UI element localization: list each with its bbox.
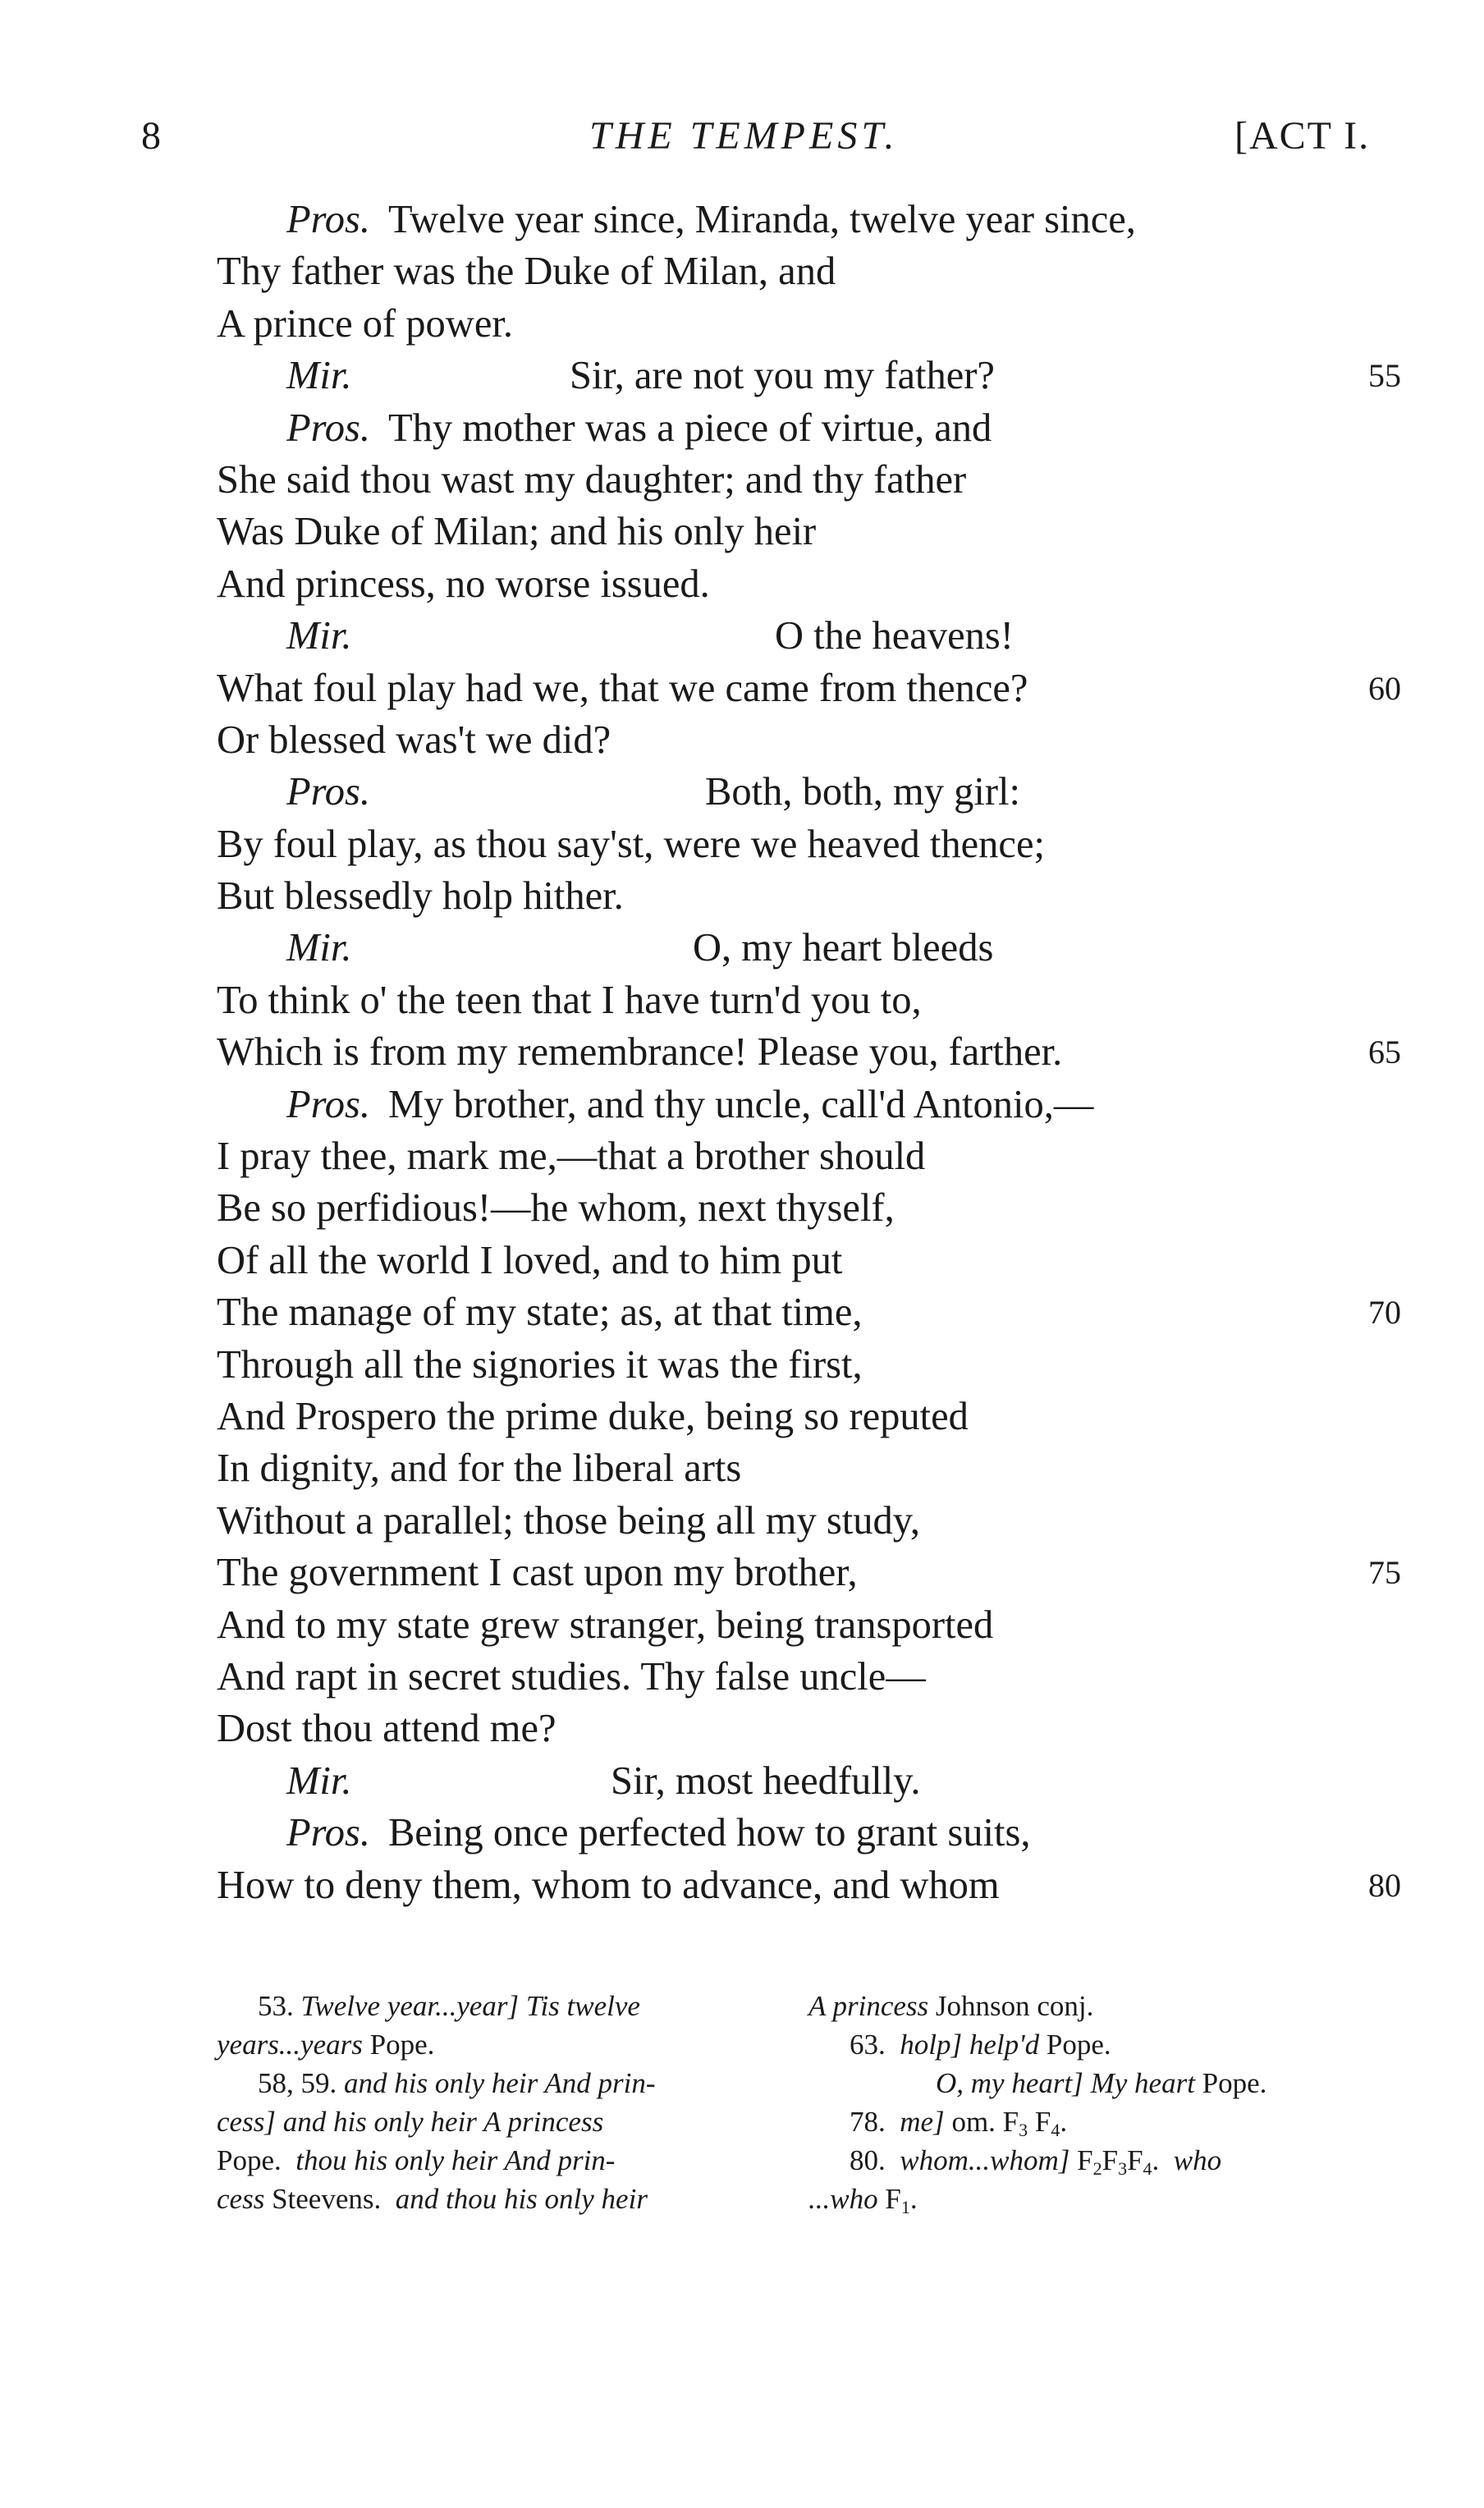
verse-line <box>0 1235 1484 1286</box>
speaker-name: Mir. <box>286 926 352 970</box>
footnote-lemma: holp] <box>900 2029 963 2061</box>
line-number: 75 <box>1368 1554 1401 1592</box>
footnote-reading: and his only heir A princess <box>282 2106 604 2138</box>
verse-line <box>0 663 1484 714</box>
line-number: 70 <box>1368 1294 1401 1332</box>
footnote-reading: A princess <box>808 1990 929 2022</box>
line-text: The government I cast upon my brother, <box>217 1551 858 1595</box>
speaker-name: Pros. <box>286 406 370 450</box>
speaker-name: Pros. <box>286 770 370 814</box>
verse-line <box>0 1651 1484 1703</box>
line-text: And rapt in secret studies. Thy false uncle— <box>217 1654 926 1699</box>
footnote-lemma: cess] <box>217 2106 276 2138</box>
line-text: Through all the signories it was the first, <box>217 1342 863 1387</box>
footnote-source: F <box>1077 2144 1093 2176</box>
footnote-lemma: and his only heir And prin- <box>344 2067 656 2099</box>
footnote-punct: . <box>909 2183 918 2215</box>
footnote-line <box>217 2064 775 2102</box>
speaker-name: Pros. <box>286 198 370 241</box>
line-text: To think o' the teen that I have turn'd you to, <box>217 978 922 1022</box>
verse-line <box>0 922 1484 974</box>
verse-line <box>0 1130 1484 1182</box>
line-text: Twelve year since, Miranda, twelve year since, <box>387 198 1136 241</box>
verse-line <box>0 1026 1484 1078</box>
verse-line <box>0 610 1484 662</box>
verse-line <box>0 245 1484 297</box>
line-number: 65 <box>1368 1034 1401 1071</box>
footnote-source: F <box>1028 2106 1051 2138</box>
speaker-name: Pros. <box>286 1082 370 1126</box>
line-text: Thy father was the Duke of Milan, and <box>217 250 836 294</box>
line-text: And princess, no worse issued. <box>217 562 710 606</box>
verse-line <box>0 454 1484 506</box>
footnote-line <box>217 2141 775 2180</box>
footnote-lemma: ...who <box>808 2183 878 2215</box>
line-text: By foul play, as thou say'st, were we heaved thence; <box>217 822 1045 866</box>
footnote-lemma: Twelve year...year] <box>300 1990 520 2022</box>
footnote-source: Johnson conj. <box>935 1990 1094 2022</box>
line-text: Without a parallel; those being all my study, <box>217 1498 920 1543</box>
footnotes-left-column <box>217 1987 775 2218</box>
line-text: My brother, and thy uncle, call'd Antonio,— <box>387 1082 1094 1126</box>
footnote-line <box>217 1987 775 2025</box>
line-text: Being once perfected how to grant suits, <box>387 1811 1031 1855</box>
verse-line <box>0 870 1484 922</box>
verse-line <box>0 1286 1484 1338</box>
footnote-source: F <box>1102 2144 1119 2176</box>
speaker-name: Mir. <box>286 1758 352 1803</box>
verse-line <box>0 1547 1484 1598</box>
footnote-source: Pope. <box>1202 2067 1267 2099</box>
line-text: How to deny them, whom to advance, and whom <box>217 1863 1000 1907</box>
line-text: Sir, are not you my father? <box>570 354 995 398</box>
footnote-number: 53. <box>258 1990 294 2022</box>
footnote-source: Pope. <box>1046 2029 1111 2061</box>
line-text: O, my heart bleeds <box>693 926 994 970</box>
footnote-punct: . <box>1060 2106 1068 2138</box>
line-text: And Prospero the prime duke, being so reputed <box>217 1394 969 1438</box>
folio-subscript: 4 <box>1051 2120 1060 2140</box>
footnote-source: Pope. <box>217 2144 282 2176</box>
verse-line <box>0 1859 1484 1911</box>
footnote-punct: . <box>1152 2144 1160 2176</box>
line-text: And to my state grew stranger, being transported <box>217 1602 994 1647</box>
folio-subscript: 2 <box>1092 2158 1102 2179</box>
line-text: I pray thee, mark me,—that a brother should <box>217 1135 926 1179</box>
footnote-lemma: cess <box>217 2183 265 2215</box>
verse-line <box>0 1703 1484 1754</box>
line-text: O the heavens! <box>775 614 1014 658</box>
footnote-lemma: whom...whom] <box>900 2144 1070 2176</box>
speaker-name: Mir. <box>286 354 352 398</box>
verse-line <box>0 194 1484 245</box>
footnote-line <box>808 2180 1399 2218</box>
footnote-line <box>808 1987 1399 2025</box>
footnote-reading: years...years <box>217 2029 363 2061</box>
line-text: She said thou wast my daughter; and thy father <box>217 457 967 502</box>
verse-line <box>0 818 1484 870</box>
line-text: Sir, most heedfully. <box>611 1758 921 1803</box>
verse-line <box>0 1391 1484 1442</box>
footnote-line <box>217 2102 775 2141</box>
footnote-line <box>808 2064 1399 2102</box>
verse-line <box>0 714 1484 766</box>
footnote-reading: My heart <box>1090 2067 1195 2099</box>
verse-line <box>0 350 1484 401</box>
footnote-number: 63. <box>850 2029 886 2061</box>
line-text: The manage of my state; as, at that time, <box>217 1291 863 1335</box>
footnote-source: F <box>1127 2144 1143 2176</box>
running-header <box>0 113 1484 171</box>
line-text: What foul play had we, that we came from thence? <box>217 666 1028 710</box>
verse-line <box>0 506 1484 557</box>
footnote-number: 78. <box>850 2106 886 2138</box>
footnote-reading: and thou his only heir <box>395 2183 648 2215</box>
verse-line <box>0 1079 1484 1130</box>
line-text: In dignity, and for the liberal arts <box>217 1447 742 1491</box>
line-text: Thy mother was a piece of virtue, and <box>387 406 992 450</box>
footnote-lemma: O, my heart] <box>936 2067 1083 2099</box>
footnote-source: F <box>885 2183 901 2215</box>
line-number: 55 <box>1368 357 1401 395</box>
footnotes-right-column <box>808 1987 1399 2218</box>
verse-line <box>0 558 1484 610</box>
line-number: 60 <box>1368 669 1401 707</box>
line-text: Dost thou attend me? <box>217 1707 556 1751</box>
footnote-source: Steevens. <box>272 2183 382 2215</box>
footnote-source: Pope. <box>369 2029 435 2061</box>
folio-subscript: 3 <box>1019 2120 1028 2140</box>
verse-line <box>0 1339 1484 1391</box>
verse-line <box>0 974 1484 1026</box>
folio-subscript: 1 <box>900 2197 910 2217</box>
verse-line <box>0 298 1484 350</box>
footnote-lemma: thou his only heir And prin- <box>295 2144 616 2176</box>
footnote-number: 80. <box>850 2144 886 2176</box>
line-text: Of all the world I loved, and to him put <box>217 1238 843 1282</box>
verse-line <box>0 402 1484 454</box>
verse-line <box>0 766 1484 818</box>
verse-line <box>0 1599 1484 1651</box>
folio-subscript: 4 <box>1143 2158 1152 2179</box>
footnote-lemma: me] <box>900 2106 945 2138</box>
folio-subscript: 3 <box>1118 2158 1128 2179</box>
line-text: A prince of power. <box>217 301 513 346</box>
running-title: THE TEMPEST. <box>589 114 899 158</box>
act-label: [ACT I. <box>1234 114 1371 158</box>
footnote-source: om. F <box>951 2106 1019 2138</box>
footnote-line <box>217 2025 775 2064</box>
verse-line <box>0 1495 1484 1547</box>
footnote-reading: who <box>1173 2144 1222 2176</box>
footnote-line <box>217 2180 775 2218</box>
verse-line <box>0 1807 1484 1859</box>
speaker-name: Pros. <box>286 1811 370 1855</box>
speaker-name: Mir. <box>286 614 352 658</box>
line-text: Which is from my remembrance! Please you, farther. <box>217 1030 1063 1075</box>
verse-text <box>0 194 1484 1911</box>
line-text: Both, both, my girl: <box>705 770 1020 814</box>
verse-line <box>0 1755 1484 1807</box>
line-text: Or blessed was't we did? <box>217 718 611 762</box>
footnote-reading: Tis twelve <box>525 1990 640 2022</box>
line-text: But blessedly holp hither. <box>217 874 624 919</box>
page-number: 8 <box>141 114 161 158</box>
footnote-line <box>808 2141 1399 2180</box>
line-number: 80 <box>1368 1866 1401 1904</box>
line-text: Was Duke of Milan; and his only heir <box>217 510 817 554</box>
line-text: Be so perfidious!—he whom, next thyself, <box>217 1186 895 1231</box>
verse-line <box>0 1182 1484 1234</box>
footnote-line <box>808 2102 1399 2141</box>
footnote-number: 58, 59. <box>258 2067 337 2099</box>
footnote-reading: help'd <box>969 2029 1040 2061</box>
footnote-line <box>808 2025 1399 2064</box>
verse-line <box>0 1442 1484 1494</box>
